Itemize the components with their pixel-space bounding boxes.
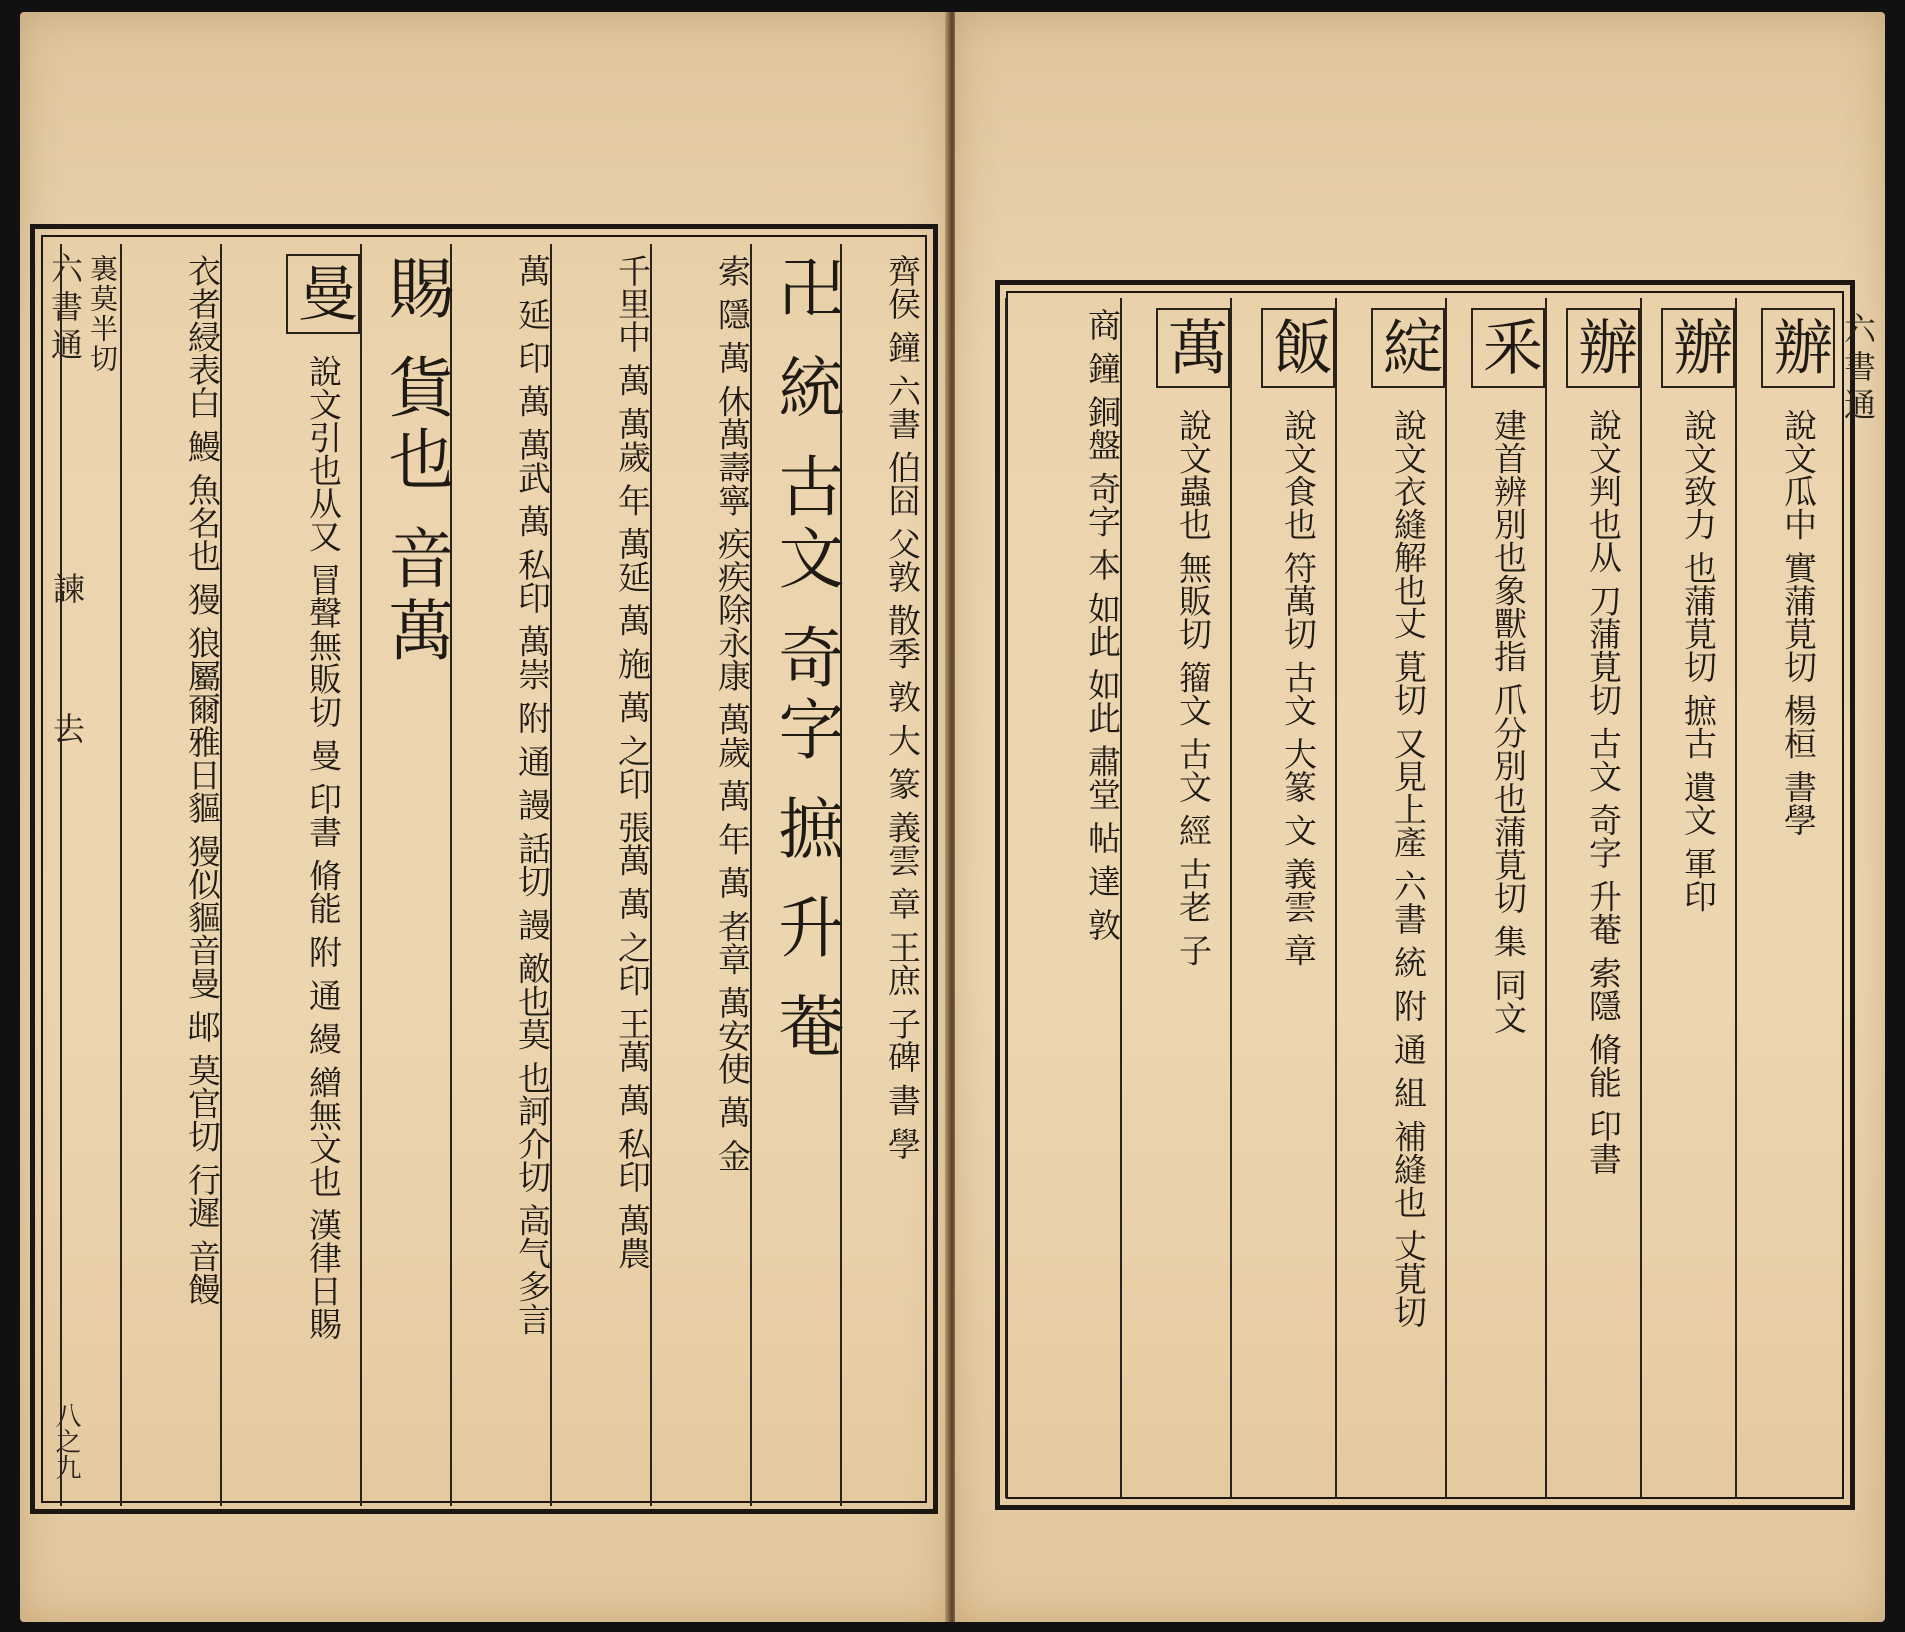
page-number: 八之九 (51, 1402, 81, 1480)
entry-heading: 辦 (1661, 308, 1735, 388)
right-column-5 (1335, 298, 1445, 1498)
right-column-8 (1005, 298, 1120, 1498)
entry-heading: 綻 (1371, 308, 1445, 388)
right-columns (1005, 298, 1835, 1498)
left-margin-title: 六書通 (46, 252, 84, 366)
column-text: 衣者綅表白 鰻 魚名也 獌 狼屬爾雅日貙 獌似貙音曼 䢺 莫官切 行遲 音饅 (183, 254, 222, 1306)
right-column-6 (1230, 298, 1335, 1498)
entry-heading: 釆 (1471, 308, 1545, 388)
column-text: 裏莫半切 (86, 254, 119, 374)
column-text: 賜 貨也 音萬 (377, 254, 454, 668)
left-column-8 (120, 244, 220, 1506)
left-column-5 (450, 244, 550, 1506)
right-column-3 (1545, 298, 1640, 1498)
entry-heading: 飯 (1261, 308, 1335, 388)
column-text: 說文瓜中 實蒲莧切 楊桓 書學 (1779, 408, 1818, 836)
entry-heading: 萬 (1156, 308, 1230, 388)
column-text: 說文引也从又 冒聲無販切 曼 印書 脩能 附 通 縵 繒無文也 漢律日賜 (304, 354, 343, 1340)
left-column-9 (60, 244, 120, 1506)
left-column-1 (840, 244, 920, 1506)
column-text: 說文蟲也 無販切 籀文 古文 經 古老 子 (1174, 408, 1213, 967)
column-text: 索 隱 萬 休萬壽寧 疾疾除永康 萬歲 萬 年 萬 者章 萬安使 萬 金 (713, 254, 752, 1172)
column-text: 建首辨別也象獸指 爪分別也蒲莧切 集 同文 (1489, 408, 1528, 1034)
left-columns (60, 244, 920, 1506)
left-column-6 (360, 244, 454, 1506)
left-column-3 (650, 244, 750, 1506)
right-column-4 (1445, 298, 1545, 1498)
right-margin-title: 六書通 (1839, 312, 1877, 426)
column-text: 說文衣縫解也丈 莧切 又見上產 六書 統 附 通 組 補縫也 丈莧切 (1389, 408, 1428, 1328)
right-column-7 (1120, 298, 1230, 1498)
right-column-2 (1640, 298, 1735, 1498)
entry-heading: 辦 (1566, 308, 1640, 388)
left-column-7 (220, 244, 360, 1506)
entry-heading: 曼 (286, 254, 360, 334)
column-text: 商 鐘 銅盤 奇字 本 如此 如此 肅堂 帖 達 敦 (1083, 308, 1122, 941)
column-text: 卍 統 古文 奇字 摭 升 菴 (767, 254, 844, 1064)
column-text: 說文致力 也蒲莧切 摭古 遺文 軍印 (1679, 408, 1718, 913)
left-margin-rhyme: 諫 (48, 572, 86, 610)
right-column-1 (1735, 298, 1835, 1498)
column-text: 說文判也从 刀蒲莧切 古文 奇字 升菴 索隱 脩能 印書 (1584, 408, 1623, 1175)
left-margin-tone: 去 (48, 712, 86, 750)
column-text: 萬 延 印 萬 萬武 萬 私印 萬崇 附 通 謾 話切 謾 敵也莫 也訶介切 高气多言 (513, 254, 552, 1336)
left-column-4 (550, 244, 650, 1506)
column-text: 說文食也 符萬切 古文 大篆 文 義雲 章 (1279, 408, 1318, 967)
entry-heading: 辦 (1761, 308, 1835, 388)
column-text: 千里中 萬 萬歲 年 萬延 萬 施 萬 之印 張萬 萬 之印 王萬 萬 私印 萬農 (613, 254, 652, 1270)
open-book (20, 12, 1885, 1622)
left-column-2 (750, 244, 844, 1506)
column-text: 齊侯 鐘 六書 伯囧 父敦 散季 敦 大 篆 義雲 章 王庶 子碑 書 學 (883, 254, 922, 1160)
